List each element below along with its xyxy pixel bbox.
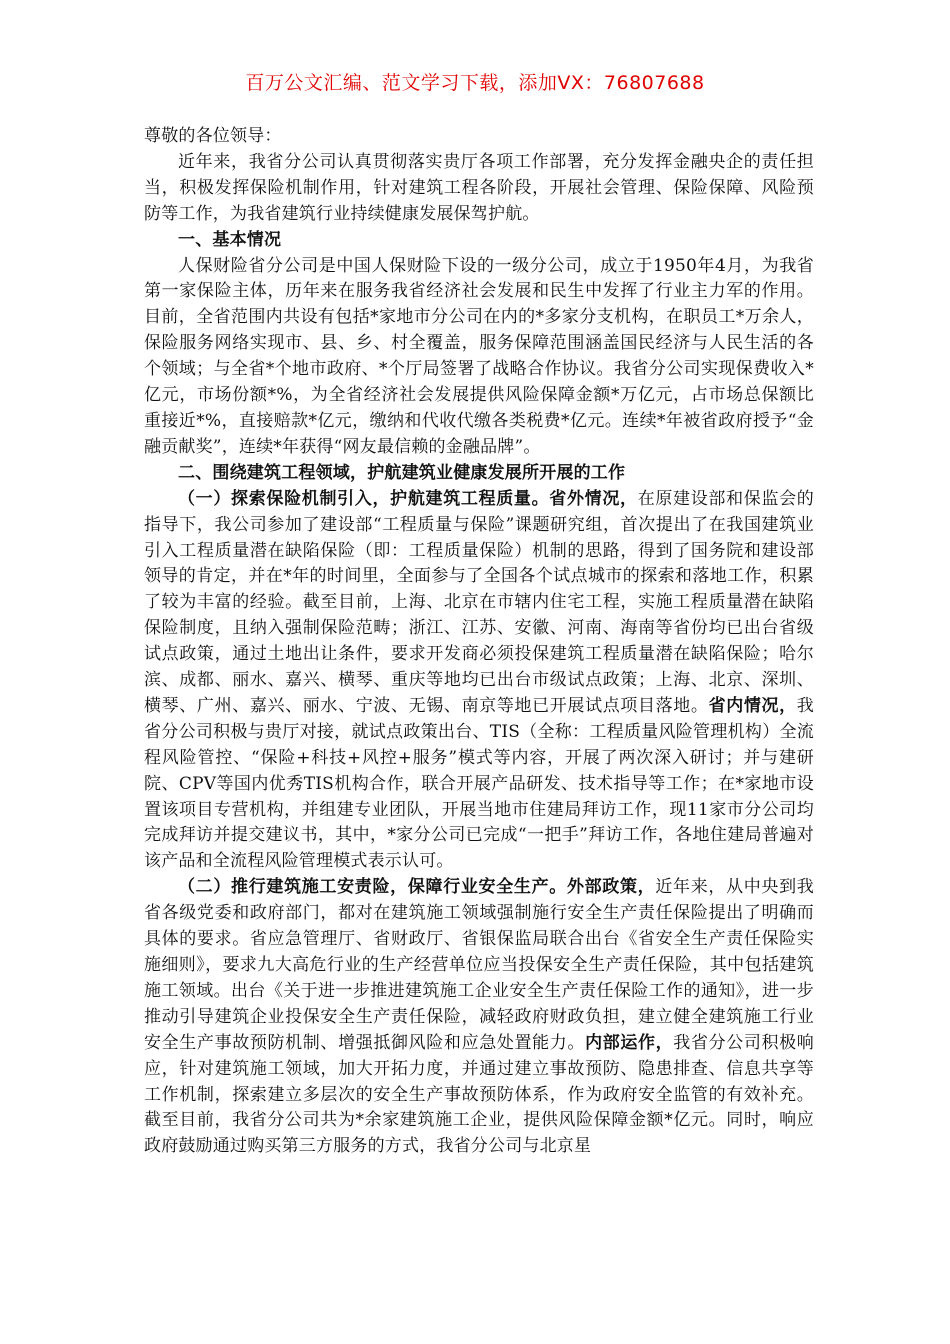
subsection-2-title: （二）推行建筑施工安责险，保障行业安全生产。 (178, 877, 567, 898)
subsection-2-label-a: 外部政策， (566, 877, 656, 898)
subsection-2-text-a: 近年来，从中央到我省各级党委和政府部门，都对在建筑施工领域强制施行安全生产责任保险提出了明确而具体的要求。省应急管理厅、省财政厅、省银保监局联合出台《省安全生产责任保险实施细则》，要求九大高危行业的生产经营单位应当投保安全生产责任保险，其中包括建筑施工领域。出台《关于进一步推进建筑施工企业安全生产责任保险工作的通知》，进一步推动引导建筑企业投保安全生产责任保险，减轻政府财政负担，建立健全建筑施工行业安全生产事故预防机制、增强抵御风险和应急处置能力。 (144, 877, 814, 1053)
section-2-heading: 二、围绕建筑工程领域，护航建筑业健康发展所开展的工作 (178, 462, 626, 483)
subsection-1-label-a: 省外情况， (549, 488, 638, 509)
section-1-paragraph: 人保财险省分公司是中国人保财险下设的一级分公司，成立于1950年4月，为我省第一家保险主体，历年来在服务我省经济社会发展和民生中发挥了行业主力军的作用。目前，全省范围内共设有包括*家地市分公司在内的*多家分支机构，在职员工*万余人，保险服务网络实现市、县、乡、村全覆盖，服务保障范围涵盖国民经济与人民生活的各个领域；与全省*个地市政府、*个厅局签署了战略合作协议。我省分公司实现保费收入*亿元，市场份额*%，为全省经济社会发展提供风险保障金额*万亿元，占市场总保额比重接近*%，直接赔款*亿元，缴纳和代收代缴各类税费*亿元。连续*年被省政府授予“金融贡献奖”，连续*年获得“网友最信赖的金融品牌”。 (144, 255, 814, 457)
subsection-1-text-b: 我省分公司积极与贵厅对接，就试点政策出台、TIS（全称：工程质量风险管理机构）全流程风险管控、“保险+科技+风控+服务”模式等内容，开展了两次深入研讨；并与建研院、CPV等国内优秀TIS机构合作，联合开展产品研发、技术指导等工作；在*家地市设置该项目专营机构，并组建专业团队，开展当地市住建局拜访工作，现11家市分公司均完成拜访并提交建议书，其中，*家分公司已完成“一把手”拜访工作，各地住建局普遍对该产品和全流程风险管理模式表示认可。 (144, 695, 814, 872)
intro-paragraph: 近年来，我省分公司认真贯彻落实贵厅各项工作部署，充分发挥金融央企的责任担当，积极发挥保险机制作用，针对建筑工程各阶段，开展社会管理、保险保障、风险预防等工作，为我省建筑行业持续健康发展保驾护航。 (144, 151, 814, 224)
subsection-2-text-b: 我省分公司积极响应，针对建筑施工领域，加大开拓力度，并通过建立事故预防、隐患排查、信息共享等工作机制，探索建立多层次的安全生产事故预防体系，作为政府安全监管的有效补充。截至目前，我省分公司共为*余家建筑施工企业，提供风险保障金额*亿元。同时，响应政府鼓励通过购买第三方服务的方式，我省分公司与北京星 (144, 1032, 814, 1157)
section-1-heading: 一、基本情况 (178, 229, 282, 250)
subsection-2-paragraph (144, 875, 814, 1160)
subsection-1-text-a: 在原建设部和保监会的指导下，我公司参加了建设部“工程质量与保险”课题研究组，首次提出了在我国建筑业引入工程质量潜在缺陷保险（即：工程质量保险）机制的思路，得到了国务院和建设部领导的肯定，并在*年的时间里，全面参与了全国各个试点城市的探索和落地工作，积累了较为丰富的经验。截至目前，上海、北京在市辖内住宅工程，实施工程质量潜在缺陷保险制度，且纳入强制保险范畴；浙江、江苏、安徽、河南、海南等省份均已出台省级试点政策，通过土地出让条件，要求开发商必须投保建筑工程质量潜在缺陷保险；哈尔滨、成都、丽水、嘉兴、横琴、重庆等地均已出台市级试点政策；上海、北京、深圳、横琴、广州、嘉兴、丽水、宁波、无锡、南京等地已开展试点项目落地。 (144, 488, 815, 716)
banner-text: 百万公文汇编、范文学习下载，添加VX：76807688 (245, 72, 705, 94)
subsection-1-paragraph (144, 487, 814, 876)
salutation: 尊敬的各位领导： (144, 126, 282, 146)
subsection-2-label-b: 内部运作， (585, 1032, 674, 1053)
header-banner (0, 68, 950, 95)
document-body (144, 124, 814, 1160)
subsection-1-label-b: 省内情况， (708, 695, 797, 716)
subsection-1-title: （一）探索保险机制引入，护航建筑工程质量。 (178, 488, 550, 509)
